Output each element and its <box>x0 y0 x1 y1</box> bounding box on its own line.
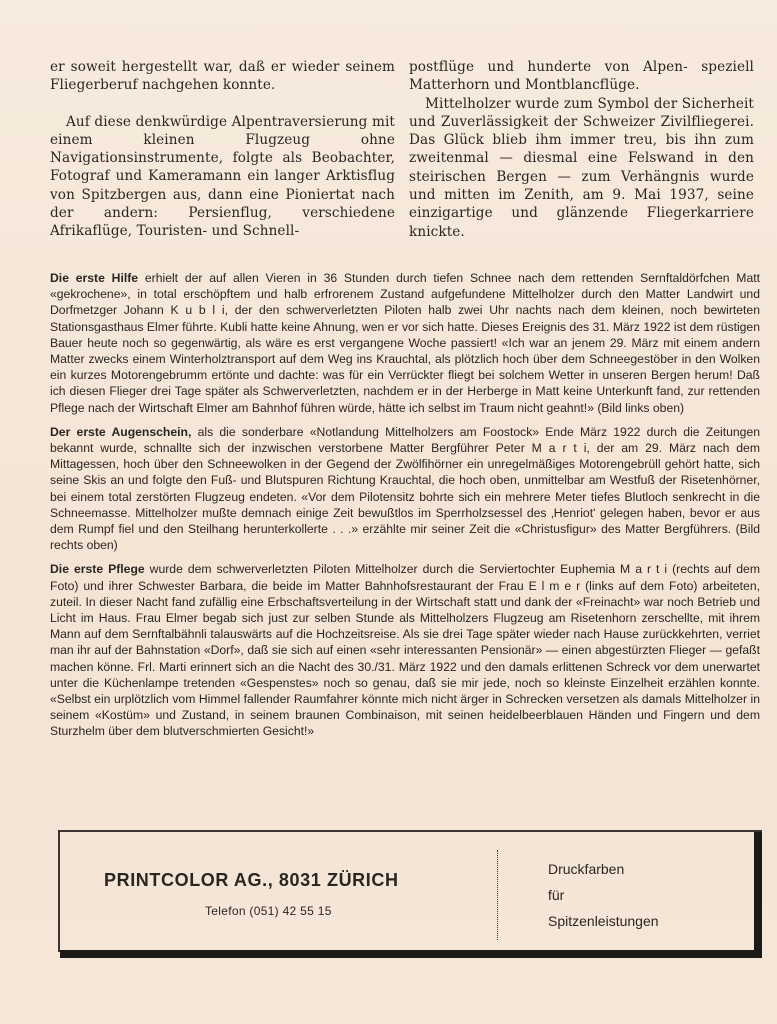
photo-captions <box>50 270 760 748</box>
caption-lead: Die erste Hilfe <box>50 271 139 285</box>
advertisement-box <box>58 830 762 952</box>
right-paragraph-1: postflüge und hunderte von Alpen- speziell Matterhorn und Montblancflüge. <box>409 59 754 94</box>
ad-right-rule <box>754 832 762 952</box>
caption-text: als die sonderbare «Notlandung Mittelholzers am Foostock» Ende März 1922 durch die Zeitungen bekannt wurde, schnallte sich der inzwischen verstorbene Matter Bergführer Peter M a r t i, der am 29. März nach dem Mittagessen, hoch über den Schneewolken in der Gegend der Zwölfihörner ein unregelmäßiges Motorengebrüll gehört hatte, sich seine Skis an und folgte den Fuß- und Blutspuren Richtung Krauchtal, die hoch oben, unmittelbar am Westfuß der Risetenhörner, bei einem total zerstörten Flugzeug endeten. «Vor dem Pilotensitz bohrte sich ein mehrere Meter tiefes Blutloch senkrecht in die Schneemasse. Mittelholzer mußte demnach einige Zeit bewußtlos im Sperrholzsessel des ‚Henriot' gelegen haben, bevor er aus dem Rumpf fiel und den Steilhang herunterkollerte . . .» erzählte mir seiner Zeit die «Christusfigur» des Matter Bergführers. (Bild rechts oben) <box>50 424 760 553</box>
caption-text: wurde dem schwerverletzten Piloten Mittelholzer durch die Serviertochter Euphemia M a r t i (rechts auf dem Foto) und ihrer Schwester Barbara, die beide im Matter Bahnhofsrestaurant der Frau E l m e r (links auf dem Foto) arbeiteten, zuteil. In dieser Nacht fand zufällig eine Erbschaftsverteilung in der Wirtschaft statt und dank der «Freinacht» war noch Betrieb und Licht im Haus. Frau Elmer begab sich just zur selben Stunde als Mittelholzers Flugzeug am Risetenhorn zerschellte, mit ihrem Mann auf dem Sernftalbähnli talauswärts auf die Hochzeitsreise. Als sie drei Tage später wieder nach Hause zurückkehrten, verriet man ihr auf der Bahnstation «Dorf», daß sie sich auf einen «sehr interessanten Pensionär» — einen abgestürzten Flieger — gefaßt machen könne. Frl. Marti erinnert sich an die Nacht des 30./31. März 1922 und den damals erlittenen Schreck vor dem unerwartet unter die Küchenlampe tretenden «Gespenstes» noch so genau, daß sie mir jede, noch so kleinste Einzelheit erzählen konnte. «Selbst ein urplötzlich vom Himmel fallender Raumfahrer könnte mich nicht ärger in Schrecken versetzen als damals Mittelholzer in seinem «Kostüm» und Zustand, in seinem braunen Combinaison, mit seinen heidelbeerblauen Händen und Fingern und dem Sturzhelm über dem blutverschmierten Gesicht!» <box>50 562 760 739</box>
caption-lead: Der erste Augenschein, <box>50 424 192 439</box>
right-paragraph-2: Mittelholzer wurde zum Symbol der Sicherheit und Zuverlässigkeit der Schweizer Zivilfliegerei. Das Glück blieb ihm immer treu, bis ihn zum zweitenmal — diesmal eine Felswand in den steirischen Bergen — zum Verhängnis wurde und mitten im Zenith, am 9. Mai 1937, seine einzigartige und glänzende Fliegerkarriere knickte. <box>409 95 754 240</box>
ad-bottom-rule <box>60 950 762 958</box>
ad-tagline-line-3: Spitzenleistungen <box>548 913 659 929</box>
ad-company-name: PRINTCOLOR AG., 8031 ZÜRICH <box>104 870 399 890</box>
ad-left-panel <box>60 832 496 950</box>
caption-lead: Die erste Pflege <box>50 562 145 577</box>
left-paragraph-2: Auf diese denkwürdige Alpentraversierung mit einem kleinen Flugzeug ohne Navigationsinstrumente, folgte als Beobachter, Fotograf und Kameramann ein langer Arktisflug von Spitzbergen aus, dann eine Pioniertat nach der andern: Persienflug, verschiedene Afrikaflüge, Touristen- und Schnell- <box>50 113 395 240</box>
ad-divider <box>497 850 498 940</box>
ad-tagline <box>548 856 659 934</box>
left-paragraph-1: er soweit hergestellt war, daß er wieder seinem Fliegerberuf nachgehen konnte. <box>50 59 395 94</box>
ad-phone: Telefon (051) 42 55 15 <box>205 904 332 918</box>
left-column <box>50 58 395 241</box>
caption-first-inspection <box>50 424 760 554</box>
right-column <box>409 58 754 241</box>
ad-tagline-line-2: für <box>548 887 565 903</box>
article-columns <box>50 58 755 241</box>
caption-first-care <box>50 561 760 739</box>
caption-first-aid <box>50 270 760 416</box>
caption-text: erhielt der auf allen Vieren in 36 Stunden durch tiefen Schnee nach dem rettenden Sernftaldörfchen Matt «gekrochene», in total erschöpftem und halb erfrorenem Zustand aufgefundene Mittelholzer durch den Matter Landwirt und Dorfmetzger Johann K u b l i, der den schwerverletzten Piloten halb zwei Uhr nachts nach dem kleinen, noch bewirteten Stationsgasthaus Elmer führte. Kubli hatte keine Ahnung, wen er vor sich hatte. Dieses Ereignis des 31. März 1922 ist dem rüstigen Bauer heute noch so gegenwärtig, als wäre es erst vergangene Woche passiert! «Ich war an jenem 29. März mit einem andern Matter zwecks einem Winterholztransport auf dem Weg ins Krauchtal, als plötzlich hoch über dem Schneegestöber in den Wolken ein kurzes Motorengebrumm ertönte und dachte: was für ein Verrückter fliegt bei solchem Wetter in unseren Bergen herum! Daß ich diesen Flieger drei Tage später als Schwerverletzten, nachdem er in der Herberge in Matt keine Unterkunft fand, zur rettenden Pflege nach der Wirtschaft Elmer am Bahnhof führen würde, hätte ich selbst im Traum nicht geahnt!» (Bild links oben) <box>50 271 760 415</box>
ad-tagline-line-1: Druckfarben <box>548 861 625 877</box>
